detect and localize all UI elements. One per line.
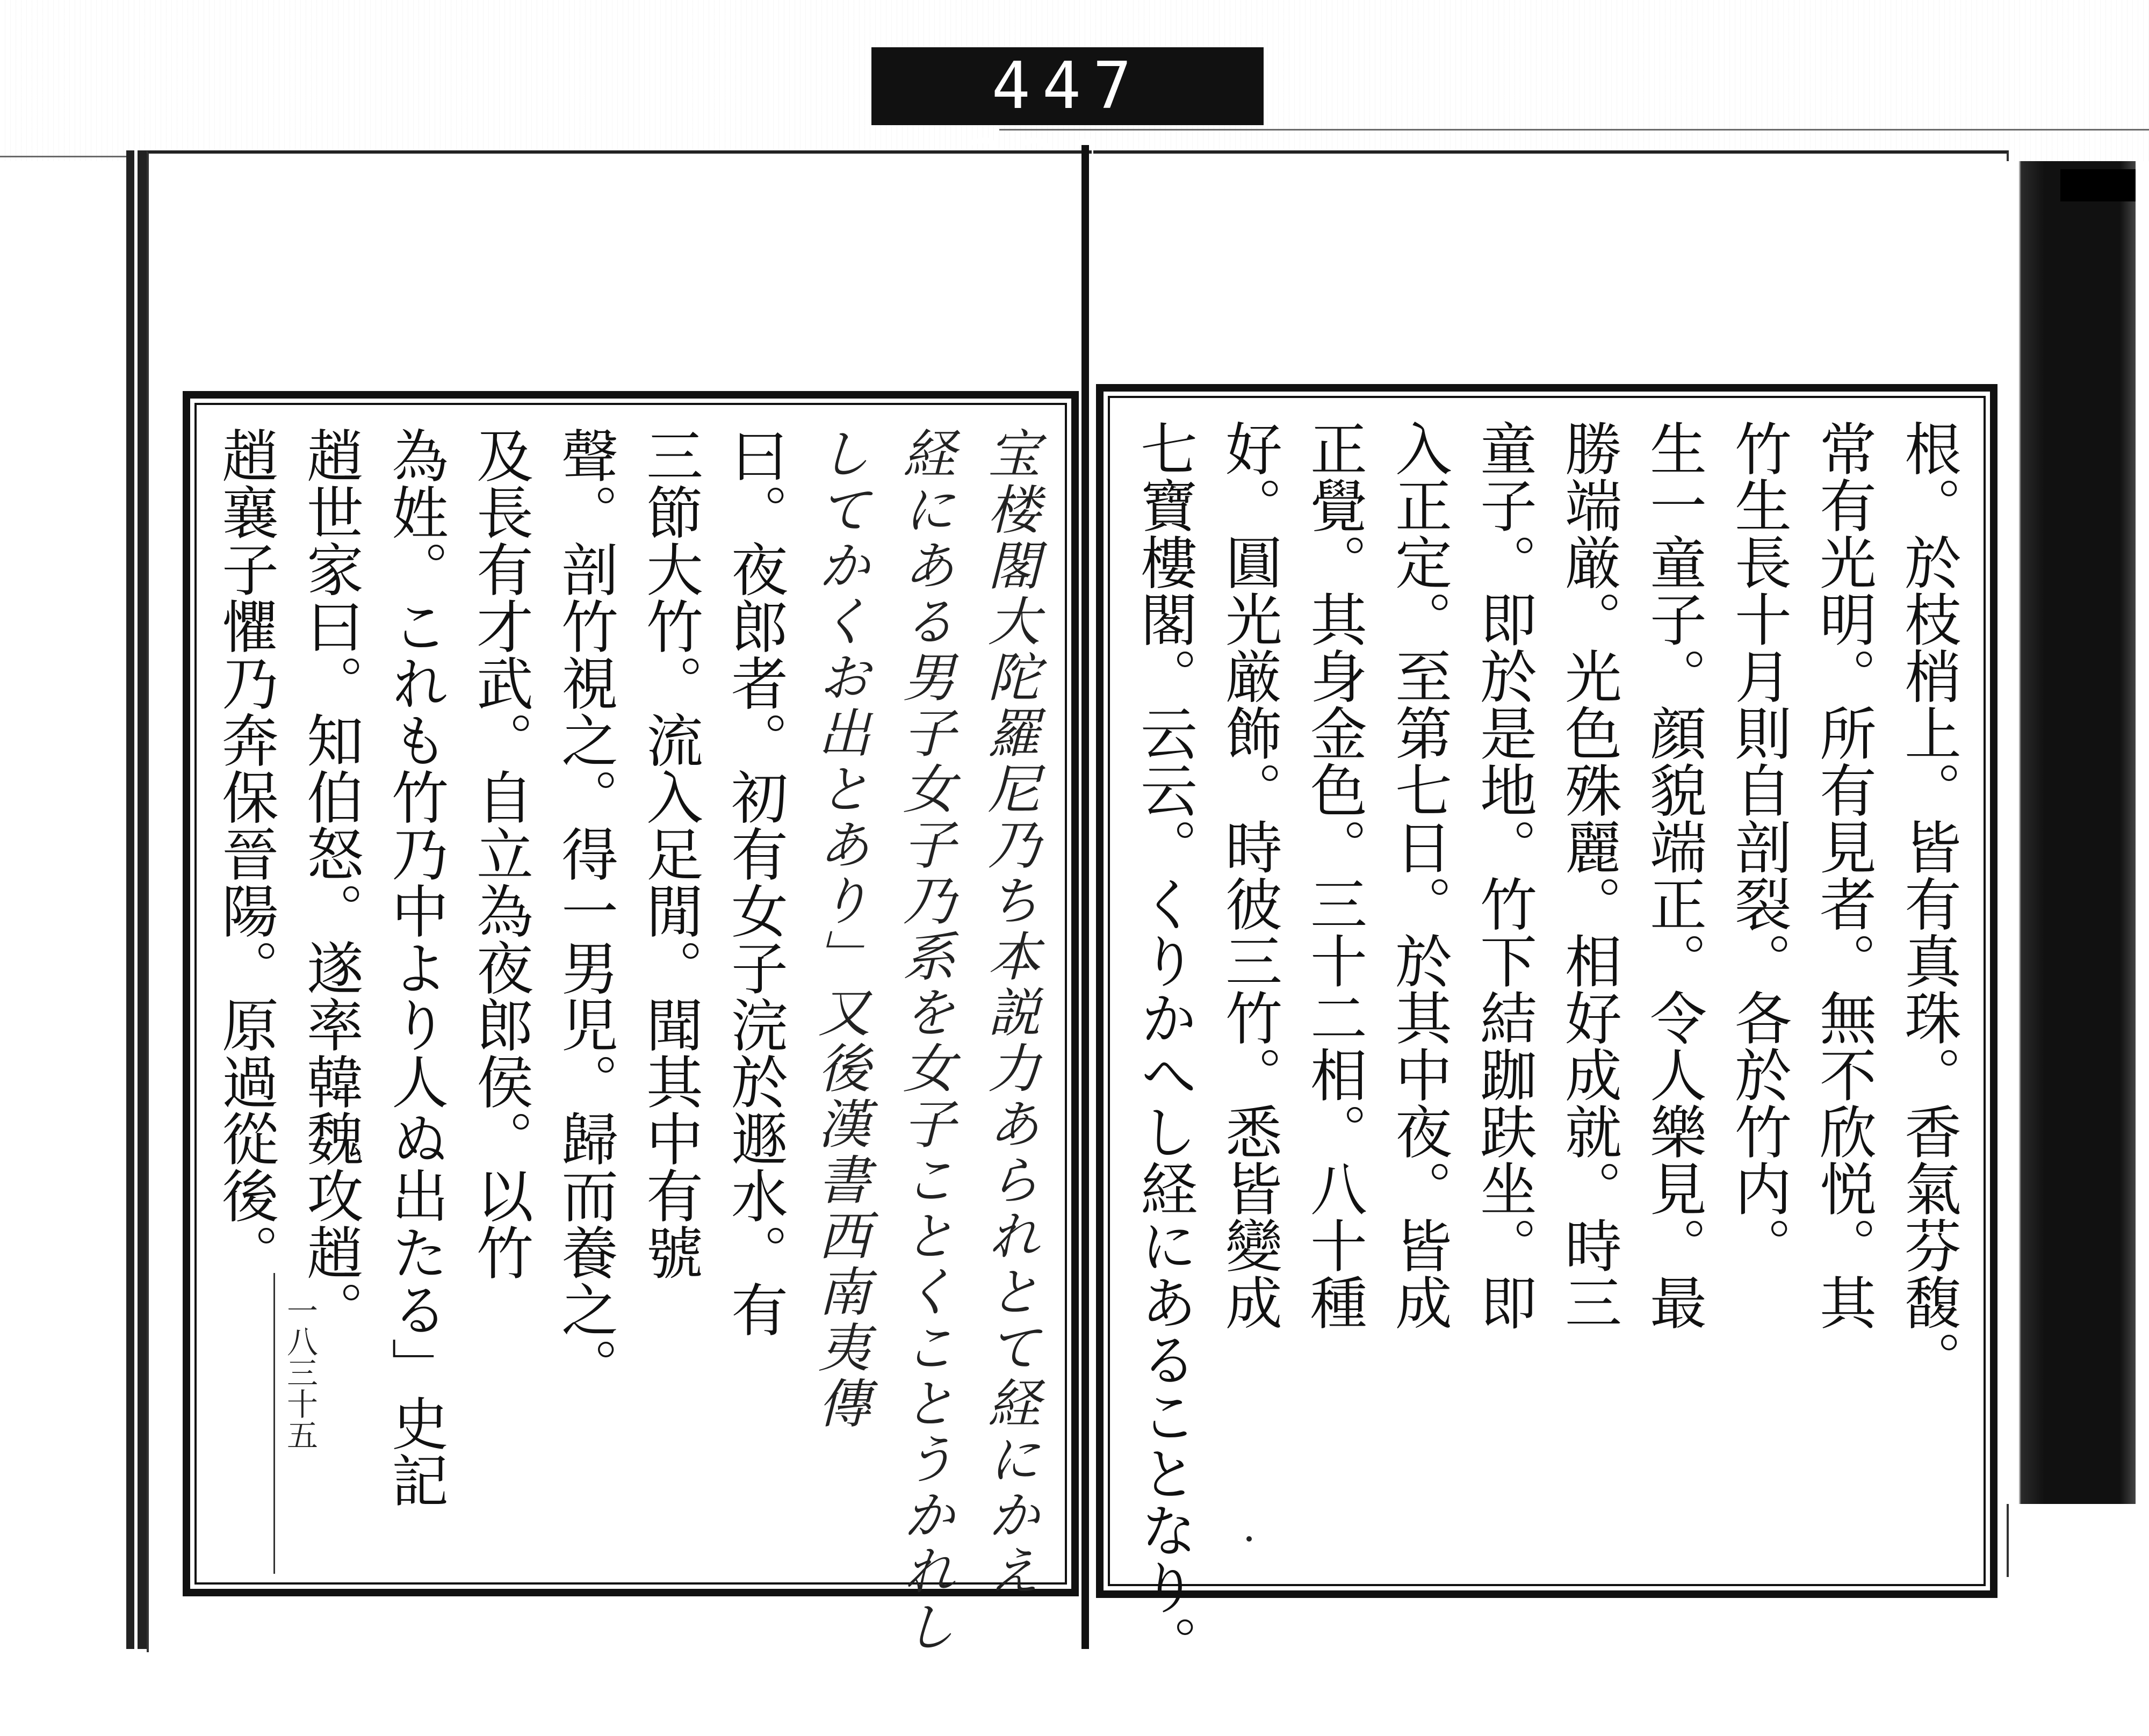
left-cover-edge [126,150,147,1649]
text-column: 三節大竹。流入足閒。聞其中有號 [637,426,703,1281]
text-column: 聲。剖竹視之。得一男児。歸而養之。 [552,426,618,1394]
right-text-columns [1125,419,1968,1672]
text-column-handwritten: 宝楼閣大陀羅尼乃ち本説力あられとて経にかえ [979,426,1040,1600]
text-column: 生一童子。顔貌端正。令人樂見。最 [1641,419,1707,1330]
text-column: 入正定。至第七日。於其中夜。皆成 [1386,419,1452,1330]
left-text-columns [212,426,1050,1655]
text-column-handwritten: 経にある男子女子乃系を女子ことくことうかれし [894,426,955,1655]
text-column-handwritten: してかくお出とあり」又後漢書西南夷傳 [809,426,870,1432]
right-cover-edge [2006,161,2136,1504]
scan-rule-line-left [0,156,140,157]
text-column: 常有光明。所有見者。無不欣悦。其 [1811,419,1877,1330]
text-column: 趙襄子懼乃奔保晉陽。原過從後。 [213,426,279,1281]
text-column: 根。於枝梢上。皆有真珠。香氣芬馥。 [1895,419,1961,1387]
cover-tab [2060,169,2136,201]
text-column: 勝端厳。光色殊麗。相好成就。時三 [1556,419,1622,1330]
text-column: 正覺。其身金色。三十二相。八十種 [1301,419,1367,1330]
text-column: 趙世家曰。知伯怒。遂率韓魏攻趙。 [298,426,364,1337]
scan-rule-line-right [999,129,2149,131]
text-column-mixed: 為姓。これも竹乃中より人ぬ出たる」史記 [383,426,449,1508]
text-column: 好。圓光厳飾。時彼三竹。悉皆變成 [1216,419,1282,1330]
text-column-mixed: 七寶樓閣。云云。くりかへし経にあることなり。 [1131,419,1198,1672]
page-folio: 一八三十五 [282,1294,318,1450]
text-column: 及長有才武。自立為夜郎侯。以竹 [467,426,533,1281]
right-text-frame [1096,384,1997,1672]
call-number-label: 447 [871,47,1264,125]
text-column: 童子。即於是地。竹下結跏趺坐。即 [1471,419,1537,1330]
book-spine [1081,145,1089,1649]
text-column: 竹生長十月則自剖裂。各於竹内。 [1726,419,1792,1274]
left-text-frame [183,391,1079,1655]
text-column: 曰。夜郎者。初有女子浣於遯水。有 [722,426,788,1337]
